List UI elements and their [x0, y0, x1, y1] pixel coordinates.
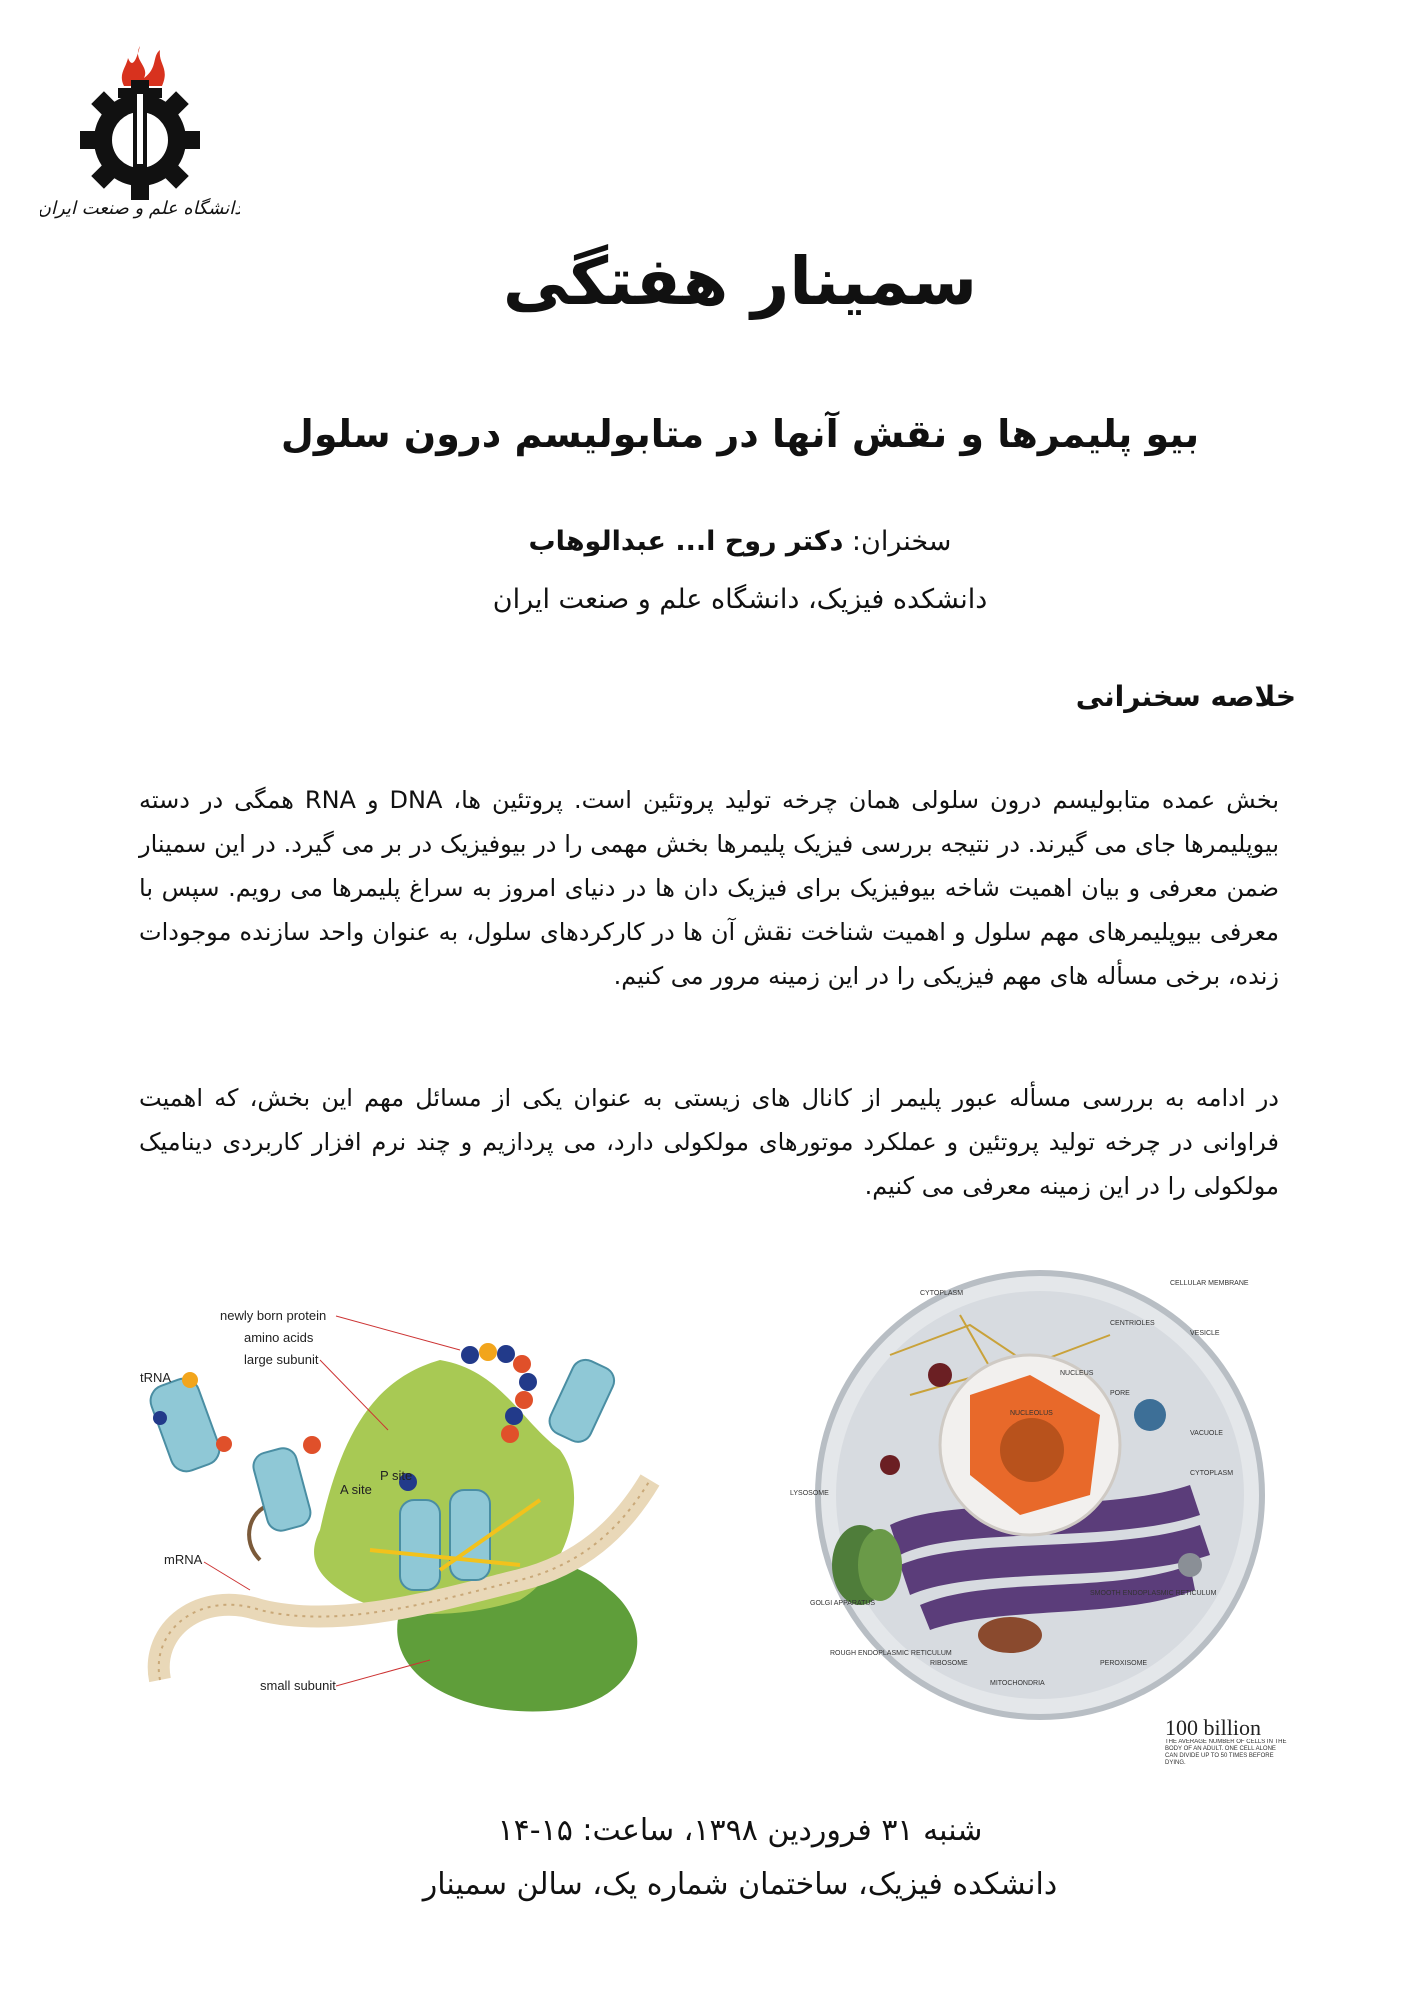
page-title: سمینار هفتگی — [502, 243, 978, 320]
svg-text:CENTRIOLES: CENTRIOLES — [1110, 1320, 1155, 1327]
event-datetime: شنبه ۳۱ فروردین ۱۳۹۸، ساعت: ۱۵-۱۴ — [497, 1813, 983, 1848]
logo-text: دانشگاه علم و صنعت ایران — [40, 198, 240, 219]
speaker-line — [300, 522, 1180, 562]
label-a-site: A site — [340, 1482, 372, 1497]
gear-torch-logo — [40, 38, 240, 228]
ribosome-illustration — [140, 1300, 720, 1720]
abstract-paragraph-1: بخش عمده متابولیسم درون سلولی همان چرخه تولید پروتئین است. پروتئین ها، DNA و RNA همگی در دسته بیوپلیمرها جای می گیرند. در نتیجه بررسی فیزیک پلیمرها بخش مهمی را در بیوفیزیک در بر می گیرد. در این سمینار ضمن معرفی و بیان اهمیت شاخه بیوفیزیک برای فیزیک دان ها در دنیای امروز به سراغ پلیمرها می رویم. سپس با معرفی بیوپلیمرهای مهم سلول و اهمیت شناخت نقش آن ها در کارکردهای سلول، به عنوان واحد سازنده موجودات زنده، برخی مسأله های مهم فیزیکی را در این زمینه مرور می کنیم. — [139, 786, 1279, 990]
cell-stat-caption: THE AVERAGE NUMBER OF CELLS IN THE BODY OF AN ADULT. ONE CELL ALONE CAN DIVIDE UP TO 50 TIMES BEFORE DYING. — [1165, 1739, 1287, 1765]
cell-stat-number: 100 billion — [1165, 1715, 1261, 1740]
svg-text:ROUGH ENDOPLASMIC RETICULUM: ROUGH ENDOPLASMIC RETICULUM — [830, 1650, 952, 1657]
label-p-site: P site — [380, 1468, 413, 1483]
svg-text:CYTOPLASM: CYTOPLASM — [920, 1290, 964, 1297]
svg-text:GOLGI APPARATUS: GOLGI APPARATUS — [810, 1600, 876, 1607]
vacuole — [1134, 1399, 1166, 1431]
label-large-subunit: large subunit — [244, 1352, 319, 1367]
svg-text:NUCLEUS: NUCLEUS — [1060, 1370, 1094, 1377]
label-amino-acids: amino acids — [244, 1330, 314, 1345]
golgi-apparatus — [832, 1525, 902, 1605]
label-newly-born-protein: newly born protein — [220, 1308, 327, 1323]
seminar-subtitle: بیو پلیمرها و نقش آنها در متابولیسم درون سلول — [280, 412, 1200, 456]
abstract-paragraph-2: در ادامه به بررسی مسأله عبور پلیمر از کانال های زیستی به عنوان یکی از مسائل مهم این بخش، که اهمیت فراوانی در چرخه تولید پروتئین و عملکرد موتورهای مولکولی دارد، می پردازیم و چند نرم افزار کاربردی دینامیک مولکولی را در این زمینه معرفی می کنیم. — [139, 1084, 1279, 1200]
mitochondria — [978, 1617, 1042, 1653]
speaker-label: سخنران: — [851, 526, 952, 557]
svg-text:NUCLEOLUS: NUCLEOLUS — [1010, 1410, 1053, 1417]
abstract-heading: خلاصه سخنرانی — [1075, 680, 1296, 713]
speaker-affiliation: دانشکده فیزیک، دانشگاه علم و صنعت ایران — [492, 584, 988, 615]
svg-text:VESICLE: VESICLE — [1190, 1330, 1220, 1337]
svg-text:VACUOLE: VACUOLE — [1190, 1430, 1223, 1437]
svg-text:LYSOSOME: LYSOSOME — [790, 1490, 829, 1497]
cell-illustration — [770, 1265, 1290, 1765]
speaker-name: دکتر روح ا... عبدالوهاب — [528, 526, 844, 557]
svg-text:MITOCHONDRIA: MITOCHONDRIA — [990, 1680, 1045, 1687]
nucleolus — [1000, 1418, 1064, 1482]
label-small-subunit: small subunit — [260, 1678, 336, 1693]
svg-text:SMOOTH ENDOPLASMIC RETICULUM: SMOOTH ENDOPLASMIC RETICULUM — [1090, 1590, 1217, 1597]
svg-text:RIBOSOME: RIBOSOME — [930, 1660, 968, 1667]
svg-text:CYTOPLASM: CYTOPLASM — [1190, 1470, 1234, 1477]
svg-text:PEROXISOME: PEROXISOME — [1100, 1660, 1148, 1667]
label-trna: tRNA — [140, 1370, 172, 1385]
svg-text:PORE: PORE — [1110, 1390, 1130, 1397]
event-venue: دانشکده فیزیک، ساختمان شماره یک، سالن سمینار — [422, 1867, 1058, 1902]
label-mrna: mRNA — [164, 1552, 203, 1567]
university-logo — [40, 38, 240, 228]
svg-text:CELLULAR MEMBRANE: CELLULAR MEMBRANE — [1170, 1280, 1249, 1287]
